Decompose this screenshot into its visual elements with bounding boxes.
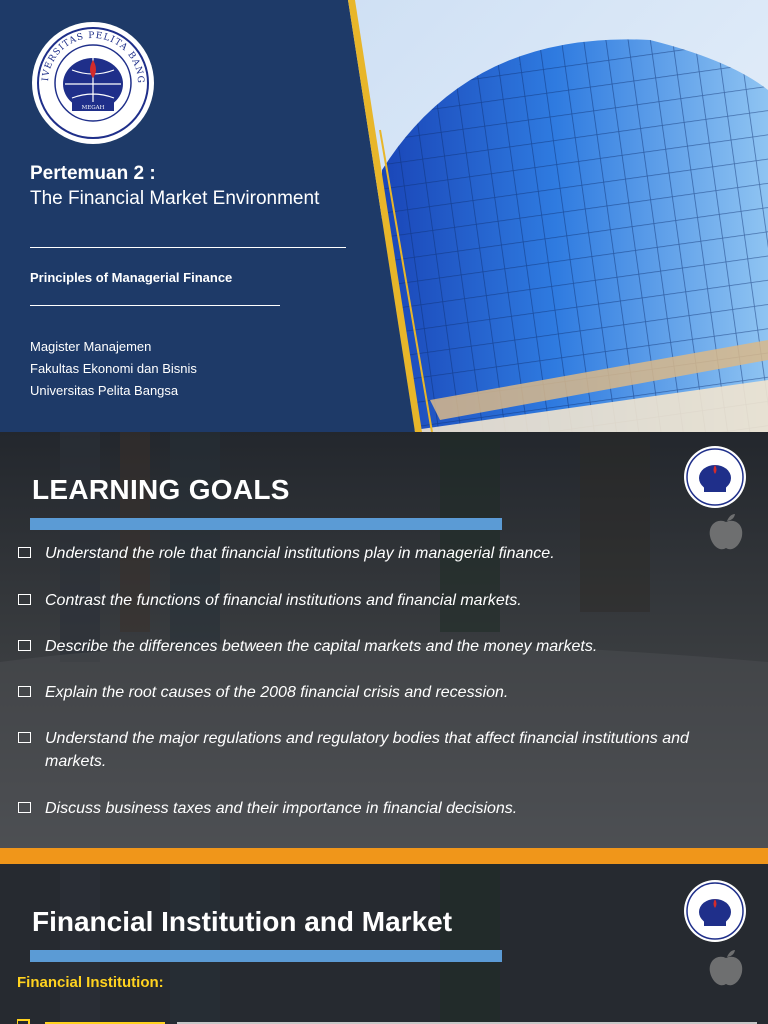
- section-subheading: Financial Institution:: [17, 974, 164, 991]
- svg-text:UNIVERSITAS PELITA BANGSA: IVERSITAS PELITA BANG: [40, 30, 146, 85]
- faculty-name: Fakultas Ekonomi dan Bisnis: [30, 361, 197, 376]
- goal-text: Describe the differences between the capital markets and the money markets.: [45, 638, 598, 655]
- list-item: [18, 589, 748, 612]
- apple-icon: [704, 946, 748, 990]
- title-slide: [0, 0, 768, 432]
- list-item: [18, 681, 748, 704]
- university-name: Universitas Pelita Bangsa: [30, 383, 179, 398]
- goal-text: Understand the major regulations and regulatory bodies that affect financial institutions and markets.: [45, 730, 689, 770]
- logo-emblem-icon: [684, 880, 746, 942]
- goal-text: Explain the root causes of the 2008 financial crisis and recession.: [45, 684, 509, 701]
- affiliation: [30, 336, 197, 402]
- logo-emblem-icon: [684, 446, 746, 508]
- slide-heading: LEARNING GOALS: [32, 474, 290, 505]
- goal-text: Understand the role that financial institutions play in managerial finance.: [45, 545, 555, 562]
- goal-text: Contrast the functions of financial institutions and financial markets.: [45, 592, 522, 609]
- divider: [30, 305, 280, 306]
- presentation-title: The Financial Market Environment: [30, 188, 320, 209]
- logo-emblem-icon: [32, 22, 154, 144]
- university-logo: [32, 22, 154, 144]
- list-item: [18, 635, 748, 658]
- checkbox-bullet-icon: [18, 686, 31, 697]
- list-item: [18, 727, 748, 773]
- heading-underline: [30, 950, 502, 962]
- list-item: [18, 542, 748, 565]
- background-photo: [0, 864, 768, 1024]
- cut-off-text-line: [17, 1016, 757, 1024]
- checkbox-bullet-icon: [18, 732, 31, 743]
- checkbox-bullet-icon: [18, 594, 31, 605]
- university-logo-small: [684, 446, 746, 508]
- program-name: Magister Manajemen: [30, 339, 152, 354]
- slide-heading: Financial Institution and Market: [32, 906, 453, 937]
- list-item: [18, 797, 748, 820]
- divider: [30, 247, 346, 248]
- course-name: Principles of Managerial Finance: [30, 270, 233, 285]
- heading-underline: [30, 518, 502, 530]
- checkbox-bullet-icon: [18, 802, 31, 813]
- checkbox-bullet-icon: [18, 640, 31, 651]
- meeting-title: Pertemuan 2 :: [30, 163, 156, 184]
- learning-goals-slide: [0, 432, 768, 848]
- checkbox-bullet-icon: [18, 547, 31, 558]
- svg-text:MEGAH: MEGAH: [81, 105, 105, 111]
- university-logo-small: [684, 880, 746, 942]
- goal-text: Discuss business taxes and their importance in financial decisions.: [45, 800, 518, 817]
- financial-institution-slide: [0, 864, 768, 1024]
- slide-separator: [0, 848, 768, 864]
